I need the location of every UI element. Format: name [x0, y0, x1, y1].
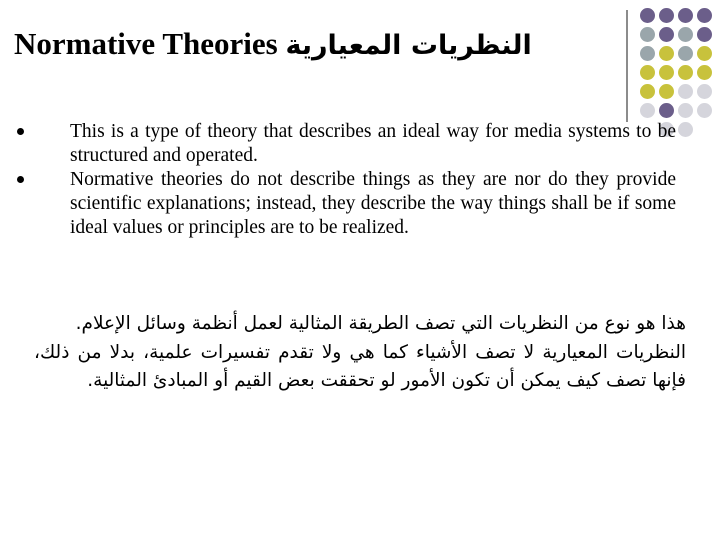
decorative-dot	[678, 8, 693, 23]
decorative-dot	[678, 122, 693, 137]
decorative-dot	[678, 27, 693, 42]
decorative-dot	[697, 8, 712, 23]
decorative-dot	[659, 27, 674, 42]
bullet-dot-icon	[17, 176, 24, 183]
decorative-dot	[640, 84, 655, 99]
decorative-dot	[659, 46, 674, 61]
decorative-dot	[697, 103, 712, 118]
decorative-dot	[640, 8, 655, 23]
decorative-dot	[697, 27, 712, 42]
decorative-dot	[640, 103, 655, 118]
decorative-dot	[659, 84, 674, 99]
arabic-paragraph: النظريات المعيارية لا تصف الأشياء كما هي ولا تقدم تفسيرات علمية، بدلا من ذلك، فإنها تصف كيف يمكن أن تكون الأمور لو تحققت بعض القيم أو المبادئ المثالية.	[34, 341, 686, 391]
bullet-list	[70, 120, 676, 240]
title-arabic: النظريات المعيارية	[285, 30, 532, 61]
title-divider	[626, 10, 628, 122]
decorative-dot	[659, 8, 674, 23]
bullet-text: Normative theories do not describe things as they are nor do they provide scientific explanations; instead, they describe the way things shall be if some ideal values or principles are to be realized.	[70, 169, 676, 238]
decorative-dot	[659, 103, 674, 118]
decorative-dot	[697, 65, 712, 80]
decorative-dot	[678, 65, 693, 80]
decorative-dot	[678, 46, 693, 61]
title-english: Normative Theories	[14, 26, 278, 61]
decorative-dot	[659, 65, 674, 80]
decorative-dot	[640, 65, 655, 80]
arabic-paragraph: هذا هو نوع من النظريات التي تصف الطريقة المثالية لعمل أنظمة وسائل الإعلام.	[75, 313, 686, 334]
arabic-translation	[34, 310, 686, 396]
decorative-dot	[678, 84, 693, 99]
slide-title	[14, 26, 624, 62]
decorative-dot	[640, 27, 655, 42]
bullet-item	[70, 120, 676, 168]
bullet-item	[70, 168, 676, 240]
decorative-dot	[678, 103, 693, 118]
decorative-dot	[697, 84, 712, 99]
bullet-text: This is a type of theory that describes an ideal way for media systems to be structured and operated.	[70, 121, 676, 166]
bullet-dot-icon	[17, 128, 24, 135]
decorative-dot	[640, 46, 655, 61]
decorative-dot	[697, 46, 712, 61]
